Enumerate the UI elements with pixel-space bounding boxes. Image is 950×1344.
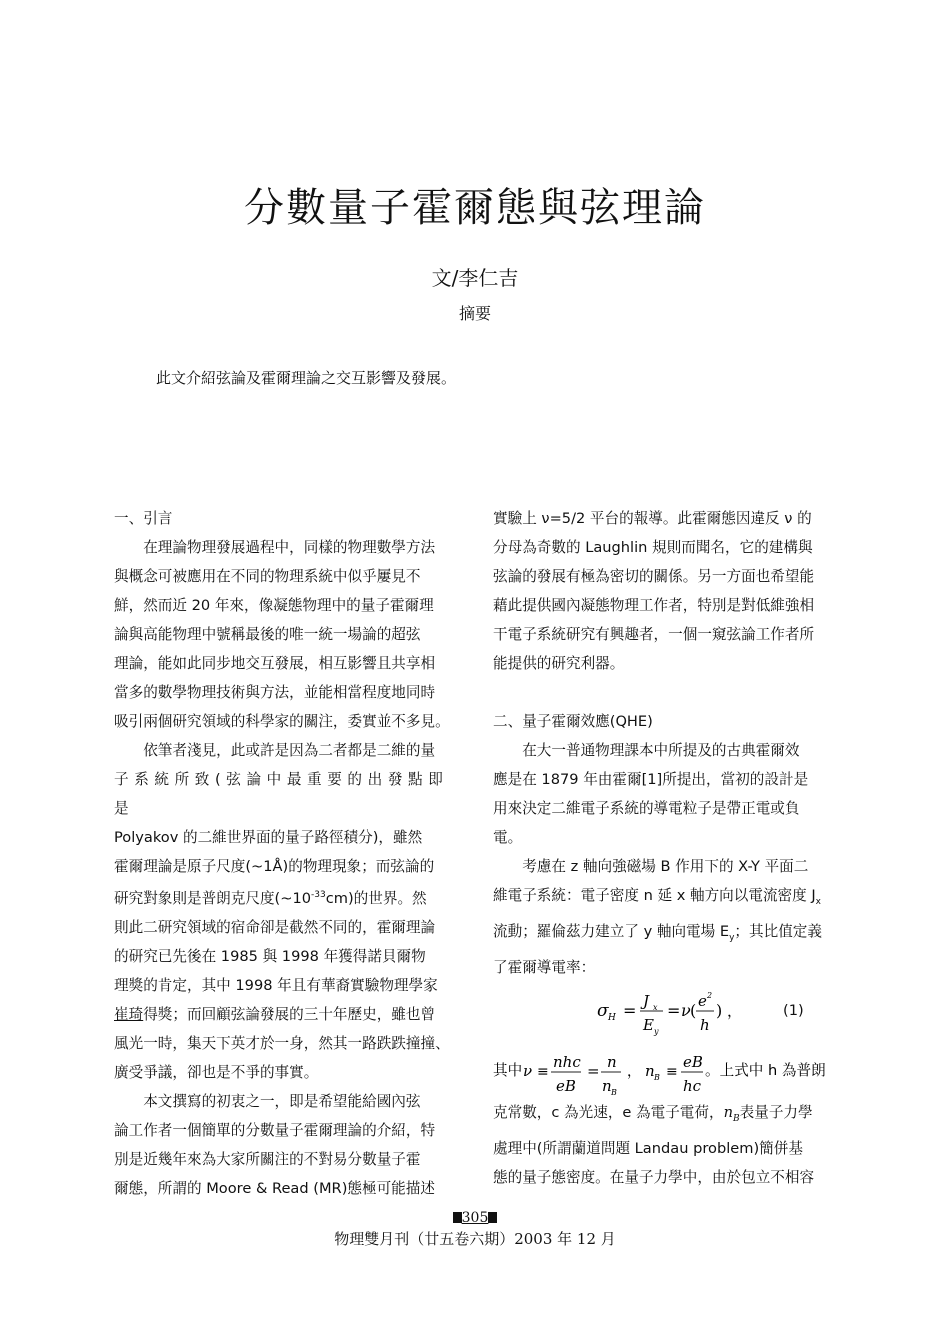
text-line: 當多的數學物理技術與方法，並能相當程度地同時 <box>114 684 436 701</box>
text-line: 別是近幾年來為大家所關注的不對易分數量子霍 <box>114 1150 421 1168</box>
definition-graphic <box>493 1040 837 1098</box>
eq-h: h <box>700 1015 710 1034</box>
text-line: 鮮，然而近 20 年來，像凝態物理中的量子霍爾理 <box>114 597 434 614</box>
text-line: 態的量子態密度。在量子力學中，由於包立不相容 <box>493 1168 815 1186</box>
eq-e: e <box>698 991 707 1010</box>
text-line: 實驗上 ν=5/2 平台的報導。此霍爾態因違反 ν 的 <box>493 510 812 527</box>
page-number-text: 305 <box>461 1210 489 1226</box>
m-equiv-2: ≡ <box>666 1063 678 1080</box>
text-line <box>114 881 460 913</box>
eq-ey: E <box>643 1015 654 1034</box>
eq-equals: = <box>623 1000 637 1020</box>
m-nB-inline: n <box>723 1103 734 1121</box>
text-span: 表量子力學 <box>739 1103 813 1121</box>
text-line: 理論，能如此同步地交互發展，相互影響且共享相 <box>114 655 436 672</box>
text-line <box>493 1098 837 1134</box>
m-nB-sub: B <box>611 1087 617 1097</box>
text-line: 吸引兩個研究領域的科學家的關注，委實並不多見。 <box>114 713 450 730</box>
m-nu: ν <box>523 1061 533 1080</box>
text-line: 的研究已先後在 1985 與 1998 年獲得諾貝爾物 <box>114 947 426 965</box>
text-line: 與概念可被應用在不同的物理系統中似乎屢見不 <box>114 568 421 585</box>
text-line <box>493 881 837 917</box>
text-line: 在理論物理發展過程中，同樣的物理數學方法 <box>143 539 436 556</box>
right-column <box>493 504 837 1192</box>
text-suffix: 。上式中 h 為普朗 <box>705 1061 826 1079</box>
spacer <box>493 678 837 707</box>
journal-footer: 物理雙月刊（廿五卷六期）2003 年 12 月 <box>334 1230 616 1248</box>
text-line: 應是在 1879 年由霍爾[1]所提出，當初的設計是 <box>493 771 809 788</box>
superscript: -33 <box>311 890 326 900</box>
name-link-tsui: 崔琦 <box>114 1005 144 1023</box>
text-line: Polyakov 的二維世界面的量子路徑積分)，雖然 <box>114 829 423 846</box>
text-line: 藉此提供國內凝態物理工作者，特別是對低維強相 <box>493 597 815 614</box>
equation-graphic <box>593 982 753 1040</box>
subscript: y <box>729 932 735 943</box>
page-number <box>0 1210 950 1226</box>
text-line: 在大一普通物理課本中所提及的古典霍爾效 <box>522 742 800 759</box>
section-heading-qhe: 二、量子霍爾效應(QHE) <box>493 713 653 730</box>
m-hc: hc <box>683 1076 702 1095</box>
abstract-text: 此文介紹弦論及霍爾理論之交互影響及發展。 <box>156 369 457 387</box>
text-line: 弦論的發展有極為密切的關係。另一方面也希望能 <box>493 568 815 585</box>
text-line: 霍爾理論是原子尺度(~1Å)的物理現象；而弦論的 <box>114 858 435 875</box>
text-prefix: 其中 <box>493 1061 523 1079</box>
paragraph-intro-1 <box>114 533 460 562</box>
text-line: 電。 <box>493 829 523 846</box>
eq-nu: ν <box>681 1000 691 1020</box>
m-eB2: eB <box>683 1052 703 1071</box>
left-column <box>114 504 460 1203</box>
text-line: 考慮在 z 軸向強磁場 B 作用下的 X-Y 平面二 <box>522 858 809 875</box>
marker-square <box>488 1212 497 1223</box>
article-title: 分數量子霍爾態與弦理論 <box>244 185 706 231</box>
text-line: 本文撰寫的初衷之一，即是希望能給國內弦 <box>143 1092 421 1110</box>
text-line: 依筆者淺見，此或許是因為二者都是二維的量 <box>143 742 436 759</box>
text-line: 子系統所致(弦論中最重要的出發點即是 <box>114 771 449 817</box>
subscript: B <box>733 1113 740 1124</box>
m-comma: ， <box>627 1063 641 1080</box>
text-line: 處理中(所謂蘭道問題 Landau problem)簡併基 <box>493 1139 803 1157</box>
m-nB2-sub: B <box>654 1072 660 1082</box>
m-equiv: ≡ <box>537 1063 549 1080</box>
text-span: 研究對象則是普朗克尺度(~10 <box>114 889 312 907</box>
text-line: 論與高能物理中號稱最後的唯一統一場論的超弦 <box>114 626 421 643</box>
text-span: 流動；羅倫茲力建立了 y 軸向電場 E <box>493 922 730 940</box>
text-line: 干電子系統研究有興趣者，一個一窺弦論工作者所 <box>493 626 815 643</box>
eq-jx-sub: x <box>653 1002 658 1012</box>
text-line: 論工作者一個簡單的分數量子霍爾理論的介紹，特 <box>114 1121 436 1139</box>
m-n: n <box>607 1052 617 1071</box>
text-line: 爾態，所謂的 Moore & Read (MR)態極可能描述 <box>114 1179 435 1197</box>
eq-ey-sub: y <box>654 1026 659 1036</box>
eq-comma: ， <box>727 1001 743 1020</box>
text-span: cm)的世界。然 <box>325 889 427 907</box>
text-line: 廣受爭議，卻也是不爭的事實。 <box>114 1063 319 1081</box>
eq-equals-2: = <box>667 1000 681 1020</box>
text-span: 克常數，c 為光速，e 為電子電荷， <box>493 1103 724 1121</box>
text-span: 維電子系統：電子密度 n 延 x 軸方向以電流密度 J <box>493 887 816 904</box>
eq-paren-open: ( <box>690 1000 697 1020</box>
text-line: 風光一時，集天下英才於一身，然其一路跌跌撞撞、 <box>114 1034 450 1052</box>
text-line: 分母為奇數的 Laughlin 規則而聞名，它的建構與 <box>493 539 813 556</box>
text-line: 能提供的研究利器。 <box>493 655 625 672</box>
author-byline: 文/李仁吉 <box>431 266 519 290</box>
text-line: 則此二研究領域的宿命卻是截然不同的，霍爾理論 <box>114 918 436 936</box>
m-nhc: nhc <box>553 1052 581 1071</box>
eq-e-sup: 2 <box>707 990 713 1000</box>
equation-number: (1) <box>783 1001 804 1019</box>
eq-paren-close: ) <box>716 1000 723 1020</box>
text-span: 得獎；而回顧弦論發展的三十年歷史，雖也曾 <box>143 1005 436 1023</box>
text-line: 用來決定二維電子系統的導電粒子是帶正電或負 <box>493 800 800 817</box>
marker-square <box>453 1212 462 1223</box>
text-line <box>493 917 837 953</box>
text-line: 理獎的肯定，其中 1998 年且有華裔實驗物理學家 <box>114 976 438 994</box>
eq-jx: J <box>643 991 650 1010</box>
text-span: ；其比值定義 <box>734 922 822 940</box>
text-line <box>114 1000 460 1029</box>
m-nB: n <box>602 1076 612 1095</box>
section-heading-intro: 一、引言 <box>114 510 173 527</box>
m-nB2: n <box>645 1061 655 1080</box>
m-eq: = <box>587 1061 600 1080</box>
abstract-heading: 摘要 <box>458 304 491 323</box>
text-line: 了霍爾導電率： <box>493 958 596 976</box>
m-eB: eB <box>556 1076 576 1095</box>
subscript: x <box>815 896 821 907</box>
eq-sigma-sub: H <box>608 1012 616 1023</box>
equation-hall-conductivity <box>493 982 837 1040</box>
eq-sigma: σ <box>597 1000 609 1021</box>
definition-line <box>493 1040 837 1098</box>
